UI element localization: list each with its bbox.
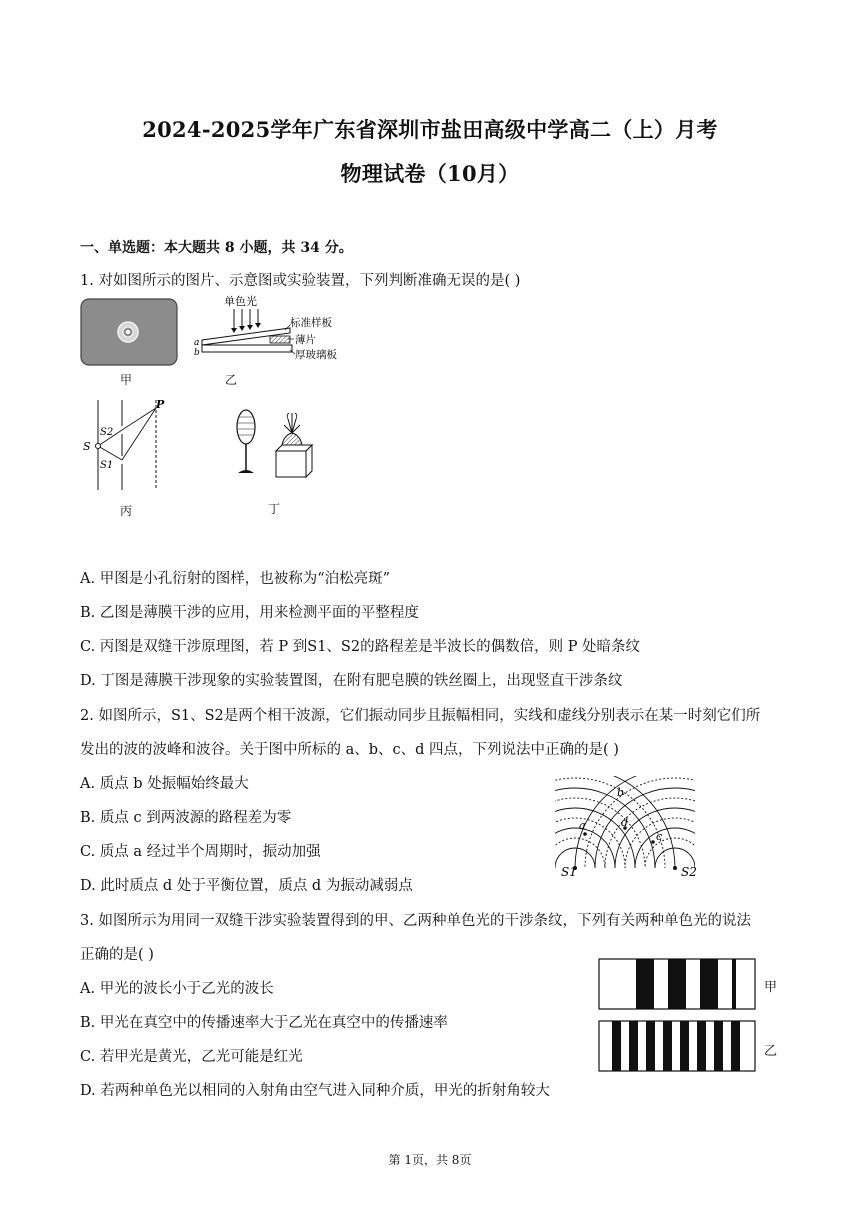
- q1-caption-bing: 丙: [120, 504, 133, 518]
- q1-option-d: D. 丁图是薄膜干涉现象的实验装置图，在附有肥皂膜的铁丝圈上，出现竖直干涉条纹: [80, 673, 623, 689]
- q1-caption-ding: 丁: [268, 502, 281, 516]
- wave-label-c: c: [656, 830, 663, 843]
- wave-label-d: d: [621, 816, 629, 829]
- wave-label-a: a: [579, 819, 586, 832]
- exam-title-line1: 2024-2025学年广东省深圳市盐田高级中学高二（上）月考: [142, 117, 718, 142]
- q3-stem-line1: 3. 如图所示为用同一双缝干涉实验装置得到的甲、乙两种单色光的干涉条纹，下列有关两种单色光的说法: [80, 913, 751, 929]
- exam-title-line2: 物理试卷（10月）: [340, 161, 520, 186]
- q1-fig-yi: [190, 292, 360, 372]
- q1-stem: 1. 对如图所示的图片、示意图或实验装置，下列判断准确无误的是( ): [80, 273, 521, 289]
- label-thick-glass: 厚玻璃板: [295, 349, 337, 361]
- q2-option-d: D. 此时质点 d 处于平衡位置，质点 d 为振动减弱点: [80, 878, 413, 894]
- q3-label-jia: 甲: [764, 980, 778, 995]
- wave-label-S1: S1: [561, 865, 577, 879]
- label-monochromatic-light: 单色光: [224, 295, 257, 308]
- q3-label-yi: 乙: [764, 1044, 778, 1059]
- q3-fringe-yi: [598, 1020, 758, 1074]
- q3-option-d: D. 若两种单色光以相同的入射角由空气进入同种介质，甲光的折射角较大: [80, 1083, 550, 1099]
- q3-option-b: B. 甲光在真空中的传播速率大于乙光在真空中的传播速率: [80, 1015, 448, 1031]
- label-standard-plate: 标准样板: [290, 317, 332, 329]
- wave-label-b: b: [617, 786, 625, 799]
- q1-fig-bing: [80, 398, 170, 494]
- section-heading: 一、单选题：本大题共 8 小题，共 34 分。: [80, 240, 353, 256]
- wave-label-S2: S2: [681, 865, 697, 879]
- label-b: b: [194, 348, 200, 358]
- label-S1: S1: [100, 460, 114, 471]
- label-S: S: [83, 440, 91, 453]
- label-S2: S2: [100, 427, 114, 438]
- q2-stem-line2: 发出的波的波峰和波谷。关于图中所标的 a、b、c、d 四点，下列说法中正确的是( ): [80, 742, 619, 758]
- label-P: P: [156, 398, 165, 411]
- q3-stem-line2: 正确的是( ): [80, 947, 154, 963]
- q1-fig-jia: [80, 298, 180, 368]
- q2-wave-figure: [555, 776, 695, 882]
- q1-option-a: A. 甲图是小孔衍射的图样，也被称为“泊松亮斑”: [80, 571, 391, 587]
- q1-fig-ding: [228, 405, 318, 485]
- q1-caption-jia: 甲: [120, 373, 133, 387]
- q3-option-a: A. 甲光的波长小于乙光的波长: [80, 981, 274, 997]
- label-a: a: [194, 338, 200, 348]
- q1-option-b: B. 乙图是薄膜干涉的应用，用来检测平面的平整程度: [80, 605, 419, 621]
- q2-option-b: B. 质点 c 到两波源的路程差为零: [80, 810, 292, 826]
- q2-option-a: A. 质点 b 处振幅始终最大: [80, 776, 249, 792]
- label-thin-sheet: 薄片: [295, 334, 316, 346]
- q3-fringe-jia: [598, 958, 758, 1012]
- q2-stem-line1: 2. 如图所示，S1、S2是两个相干波源，它们振动同步且振幅相同，实线和虚线分别表示在某一时刻它们所: [80, 708, 761, 724]
- q1-caption-yi: 乙: [225, 373, 238, 387]
- q1-option-c: C. 丙图是双缝干涉原理图，若 P 到S1、S2的路程差是半波长的偶数倍，则 P 处暗条纹: [80, 639, 641, 655]
- page-footer: 第 1页，共 8页: [388, 1153, 472, 1167]
- q3-option-c: C. 若甲光是黄光，乙光可能是红光: [80, 1049, 303, 1065]
- q2-option-c: C. 质点 a 经过半个周期时，振动加强: [80, 844, 321, 860]
